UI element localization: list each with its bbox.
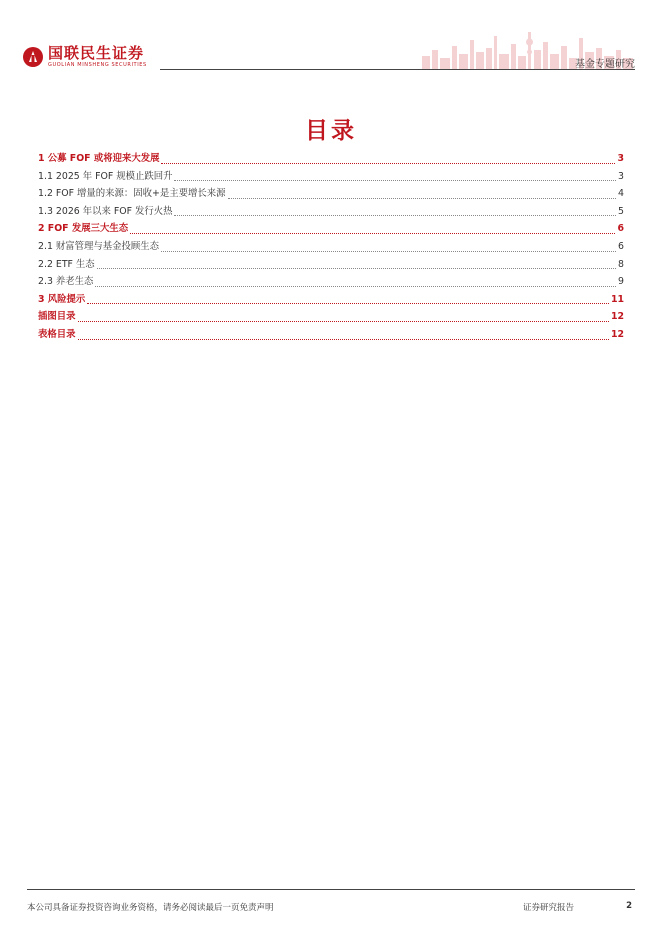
toc-entry[interactable] xyxy=(38,220,624,238)
toc-entry-page: 4 xyxy=(618,188,624,200)
logo-mark-icon xyxy=(22,46,44,68)
toc-entry-page: 6 xyxy=(618,240,624,252)
toc-leader-dots xyxy=(174,214,616,216)
toc-entry-label: 2.1 财富管理与基金投顾生态 xyxy=(38,240,160,252)
toc-entry[interactable] xyxy=(38,203,624,221)
toc-entry[interactable] xyxy=(38,185,624,203)
toc-entry-label: 3 风险提示 xyxy=(38,293,86,305)
toc-entry-label: 插图目录 xyxy=(38,311,76,323)
toc-entry-label: 1.2 FOF 增量的来源：固收+是主要增长来源 xyxy=(38,188,226,200)
toc-leader-dots xyxy=(95,285,616,287)
footer-divider xyxy=(27,889,635,890)
toc-entry[interactable] xyxy=(38,150,624,168)
toc-leader-dots xyxy=(161,162,615,164)
toc-leader-dots xyxy=(78,320,609,322)
page-header xyxy=(0,0,662,80)
document-type-label: 基金专题研究 xyxy=(575,59,635,70)
toc-entry-label: 1.3 2026 年以来 FOF 发行火热 xyxy=(38,205,173,217)
toc-leader-dots xyxy=(130,232,615,234)
toc-entry-page: 3 xyxy=(617,153,624,164)
header-divider xyxy=(160,69,635,70)
toc-entry-label: 2.3 养老生态 xyxy=(38,276,94,288)
toc-entry-label: 2.2 ETF 生态 xyxy=(38,258,95,270)
toc-entry-label: 1.1 2025 年 FOF 规模止跌回升 xyxy=(38,170,173,182)
logo-name-cn: 国联民生证券 xyxy=(48,44,145,62)
toc-entry[interactable] xyxy=(38,256,624,274)
toc-leader-dots xyxy=(97,267,616,269)
toc-leader-dots xyxy=(78,338,609,340)
table-of-contents xyxy=(38,150,624,344)
toc-entry-label: 2 FOF 发展三大生态 xyxy=(38,223,129,235)
toc-entry[interactable] xyxy=(38,273,624,291)
toc-entry[interactable] xyxy=(38,291,624,309)
toc-entry-label: 表格目录 xyxy=(38,328,76,340)
toc-entry-label: 1 公募 FOF 或将迎来大发展 xyxy=(38,153,160,164)
toc-entry[interactable] xyxy=(38,238,624,256)
toc-leader-dots xyxy=(228,197,617,199)
toc-entry-page: 5 xyxy=(618,205,624,217)
toc-entry[interactable] xyxy=(38,326,624,344)
toc-entry-page: 6 xyxy=(617,223,624,235)
toc-entry-page: 8 xyxy=(618,258,624,270)
toc-entry[interactable] xyxy=(38,308,624,326)
toc-leader-dots xyxy=(174,179,616,181)
footer-report-type: 证券研究报告 xyxy=(523,903,575,913)
toc-leader-dots xyxy=(161,250,616,252)
logo-name-en: GUOLIAN MINSHENG SECURITIES xyxy=(48,62,147,68)
toc-entry-page: 12 xyxy=(610,328,624,340)
toc-leader-dots xyxy=(87,302,609,304)
toc-entry-page: 3 xyxy=(618,170,624,182)
toc-entry-page: 11 xyxy=(610,293,624,305)
company-logo xyxy=(22,46,147,68)
toc-entry-page: 9 xyxy=(618,276,624,288)
toc-entry-page: 12 xyxy=(610,311,624,323)
toc-title: 目录 xyxy=(305,118,357,144)
footer-page-number: 2 xyxy=(626,901,632,911)
footer-disclaimer: 本公司具备证券投资咨询业务资格，请务必阅读最后一页免责声明 xyxy=(27,903,274,913)
toc-entry[interactable] xyxy=(38,168,624,186)
